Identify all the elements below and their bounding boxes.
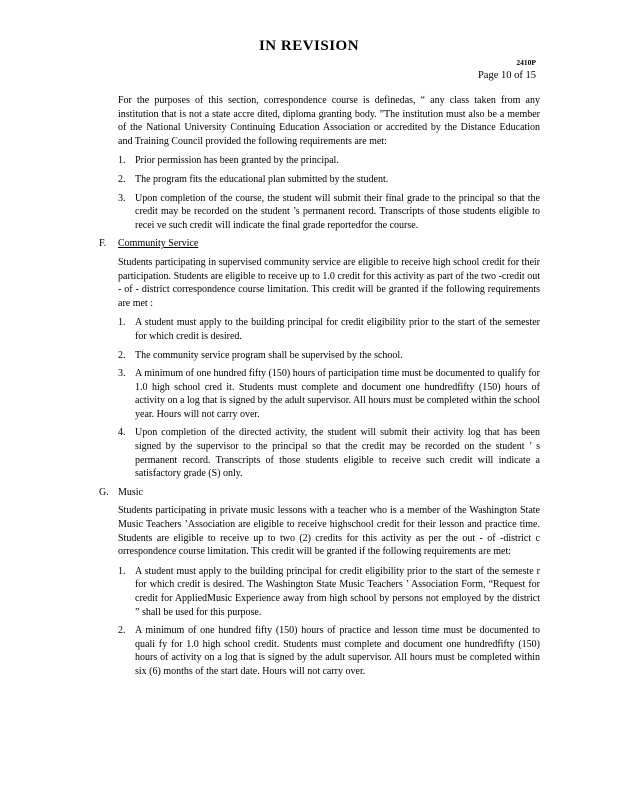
list-item: 1. A student must apply to the building principal for credit eligibility prior to the start of the semeste r for which credit is desired. The Washington State Music Teachers ’ Association Form, “Request for credit for AppliedMusic Experience away from high school by persons not employed by the district ” shall be used for this purpose. — [118, 565, 540, 618]
list-item: 2. The program fits the educational plan submitted by the student. — [118, 173, 389, 185]
list-item-text: The program fits the educational plan submitted by the student. — [135, 173, 389, 185]
list-item-text: A minimum of one hundred fifty (150) hours of practice and lesson time must be documented to quali fy for 1.0 high school credit. Students must complete and document one hundredfifty (150) hours of activity on a log that is signed by the adult supervisor. All hours must be completed within six (6) months of the start date. Hours will not carry over. — [135, 625, 540, 677]
section-paragraph: Students participating in supervised community service are eligible to receive high school credit for their participation. Students are eligible to receive up to 1.0 credit for this activity as part of the two -credit out - of - district correspondence course limitation. This credit will be granted if the following requirements are met : — [118, 256, 540, 309]
section-letter: F. — [99, 238, 107, 250]
list-item-text: A student must apply to the building principal for credit eligibility prior to the start of the semeste r for which credit is desired. The Washington State Music Teachers ’ Association Form, “Request for credit for AppliedMusic Experience away from high school by persons not employed by the district ” shall be used for this purpose. — [135, 565, 540, 618]
list-item-text: Upon completion of the course, the student will submit their final grade to the principal so that the credit may be recorded on the student ’s permanent record. Transcripts of those students eligible to recei ve such credit will indicate the final grade reportedfor the course. — [135, 192, 540, 231]
policy-code: 2410P — [516, 58, 536, 67]
intro-section — [118, 94, 540, 232]
list-item-text: A minimum of one hundred fifty (150) hours of participation time must be documented to qualify for 1.0 high school cred it. Students must complete and document one hundredfifty (150) hours of activity on a log that is signed by the adult supervisor. All hours must be completed within the school year. Hours will not carry over. — [135, 368, 540, 420]
intro-paragraph: For the purposes of this section, correspondence course is definedas, “ any class taken from any institution that is not a state accre dited, diploma granting body. ”The institution must also be a member of the National University Continuing Education Association or accredited by the Distance Education and Training Council provided the following requirements are met: — [118, 95, 540, 147]
list-item: 1. A student must apply to the building principal for credit eligibility prior to the start of the semester for which credit is desired. — [118, 317, 540, 342]
section-letter: G. — [99, 486, 109, 498]
list-item: 1. Prior permission has been granted by the principal. — [118, 155, 339, 167]
community-service-section — [118, 256, 540, 481]
list-item: 3. A minimum of one hundred fifty (150) hours of participation time must be documented to qualify for 1.0 high school cred it. Students must complete and document one hundredfifty (150) hours of activity on a log that is signed by the adult supervisor. All hours must be completed within the school year. Hours will not carry over. — [118, 368, 540, 420]
list-item-text: The community service program shall be supervised by the school. — [135, 349, 403, 361]
music-requirements-list — [118, 565, 540, 679]
list-item-text: Prior permission has been granted by the principal. — [135, 155, 339, 167]
section-title: Community Service — [118, 238, 199, 250]
intro-requirements-list — [118, 154, 540, 232]
music-section — [118, 504, 540, 678]
section-heading-music — [0, 486, 618, 500]
section-heading-community-service — [0, 237, 618, 251]
list-item-text: Upon completion of the directed activity, the student will submit their activity log that has been signed by the supervisor to the principal so that the credit may be recorded on the student ’ s permanent record. Transcripts of those students eligible to receive such credit will indicate a satisfactory grade (S) only. — [135, 427, 540, 480]
page-title: IN REVISION — [258, 38, 360, 54]
list-item: 3. Upon completion of the course, the student will submit their final grade to the principal so that the credit may be recorded on the student ’s permanent record. Transcripts of those students eligible to recei ve such credit will indicate the final grade reportedfor the course. — [118, 192, 540, 231]
page-number: Page 10 of 15 — [477, 70, 536, 81]
section-paragraph: Students participating in private music lessons with a teacher who is a member of the Washington State Music Teachers ’Association are eligible to receive highschool credit for their lesson and practice time. Students are eligible to receive up to two (2) credits for this activity as per the out - of -district c orrespondence course limitation. This credit will be granted if the following requirements are met: — [118, 505, 540, 558]
list-item: 2. A minimum of one hundred fifty (150) hours of practice and lesson time must be documented to quali fy for 1.0 high school credit. Students must complete and document one hundredfifty (150) hours of activity on a log that is signed by the adult supervisor. All hours must be completed within six (6) months of the start date. Hours will not carry over. — [118, 625, 540, 677]
list-item-text: A student must apply to the building principal for credit eligibility prior to the start of the semester for which credit is desired. — [135, 317, 540, 342]
list-item: 4. Upon completion of the directed activity, the student will submit their activity log that has been signed by the supervisor to the principal so that the credit may be recorded on the student ’ s permanent record. Transcripts of those students eligible to receive such credit will indicate a satisfactory grade (S) only. — [118, 427, 540, 480]
document-body — [0, 94, 618, 684]
list-item: 2. The community service program shall be supervised by the school. — [118, 349, 403, 361]
section-title: Music — [118, 486, 143, 498]
community-service-requirements-list — [118, 316, 540, 481]
